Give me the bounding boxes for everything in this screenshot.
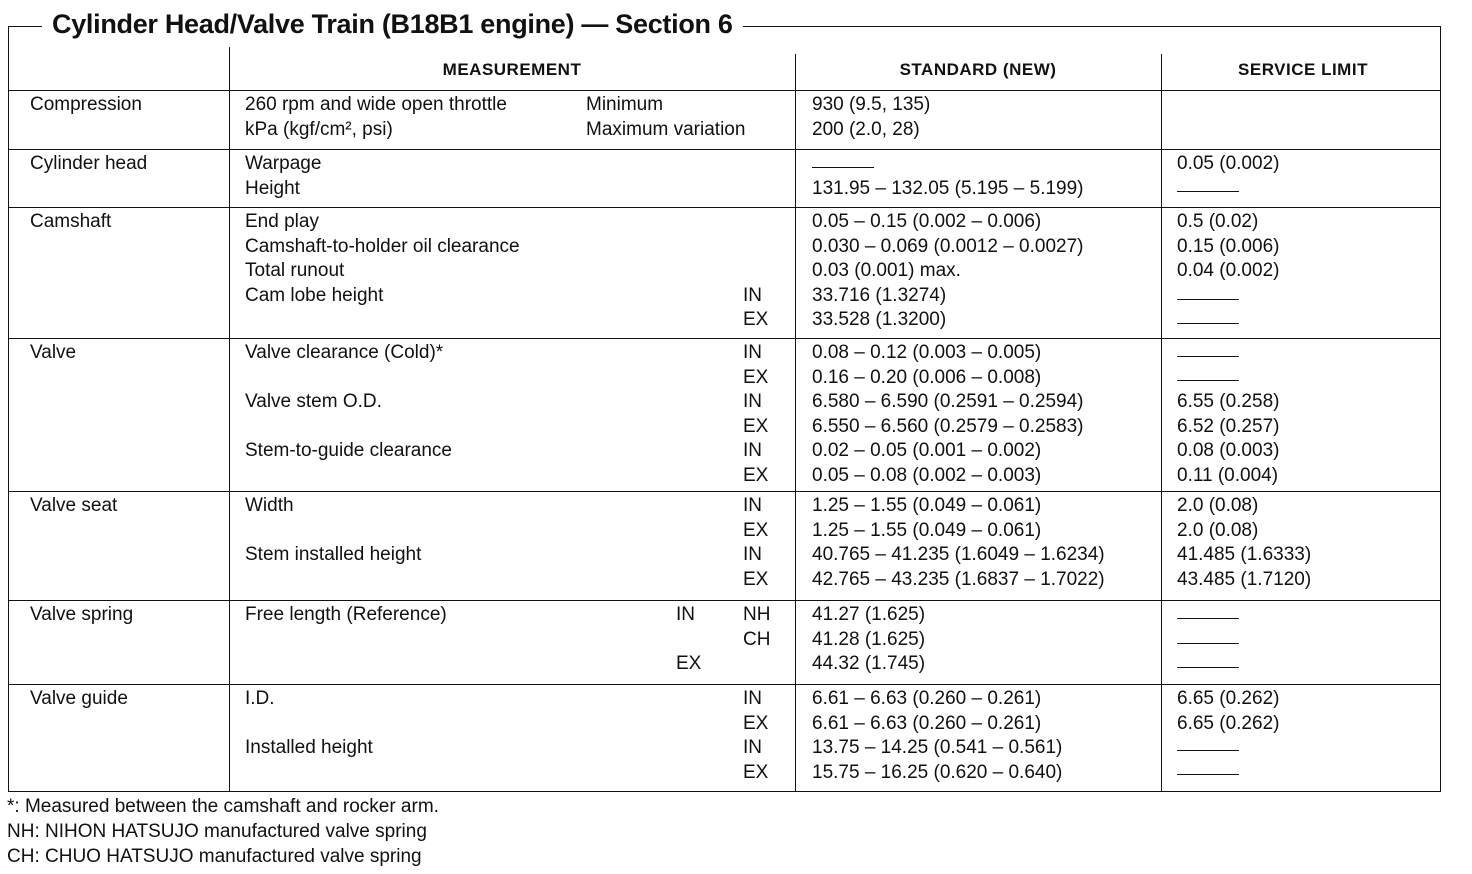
- column-divider: [795, 54, 796, 792]
- column-divider: [229, 47, 230, 792]
- column-divider: [1161, 150, 1162, 792]
- port-label: IN: [743, 688, 762, 709]
- standard-value: 0.08 – 0.12 (0.003 – 0.005): [812, 342, 1042, 363]
- measurement-qualifier: Maximum variation: [586, 118, 746, 140]
- port-label: EX: [743, 712, 769, 734]
- empty-value-dash: [1177, 750, 1239, 751]
- row-divider: [8, 600, 1441, 601]
- measurement-item: Total runout: [245, 260, 345, 282]
- row-divider: [8, 491, 1441, 492]
- service-limit-value: 0.15 (0.006): [1177, 235, 1280, 257]
- standard-value: 0.05 – 0.15 (0.002 – 0.006): [812, 211, 1042, 232]
- service-limit-value: 41.485 (1.6333): [1177, 544, 1312, 566]
- standard-value: 0.05 – 0.08 (0.002 – 0.003): [812, 465, 1042, 486]
- service-limit-value: 0.5 (0.02): [1177, 211, 1259, 232]
- service-limit-value: 0.05 (0.002): [1177, 153, 1280, 174]
- footnote-nh: NH: NIHON HATSUJO manufactured valve spring: [7, 821, 427, 842]
- standard-value: 6.550 – 6.560 (0.2579 – 0.2583): [812, 415, 1084, 437]
- footnote-ch: CH: CHUO HATSUJO manufactured valve spring: [7, 846, 422, 867]
- port-label: IN: [743, 342, 762, 363]
- row-category: Compression: [30, 94, 142, 115]
- standard-value: 40.765 – 41.235 (1.6049 – 1.6234): [812, 544, 1105, 566]
- measurement-item: Warpage: [245, 153, 322, 174]
- row-divider: [8, 149, 1441, 150]
- standard-value: 0.16 – 0.20 (0.006 – 0.008): [812, 366, 1042, 388]
- measurement-item: Width: [245, 495, 294, 516]
- row-category: Valve seat: [30, 495, 118, 516]
- valve-type-label: EX: [676, 653, 702, 675]
- row-divider: [8, 684, 1441, 685]
- port-label: EX: [743, 309, 769, 331]
- empty-value-dash: [1177, 323, 1239, 324]
- measurement-item: Stem-to-guide clearance: [245, 440, 452, 462]
- standard-value: 0.02 – 0.05 (0.001 – 0.002): [812, 440, 1042, 462]
- row-divider: [8, 338, 1441, 339]
- measurement-item: 260 rpm and wide open throttle: [245, 94, 507, 115]
- standard-value: 6.61 – 6.63 (0.260 – 0.261): [812, 688, 1042, 709]
- service-limit-value: 43.485 (1.7120): [1177, 568, 1312, 590]
- port-label: IN: [743, 495, 762, 516]
- measurement-item: I.D.: [245, 688, 275, 709]
- standard-value: 131.95 – 132.05 (5.195 – 5.199): [812, 177, 1084, 199]
- empty-value-dash: [812, 167, 874, 168]
- footnote-asterisk: *: Measured between the camshaft and rocker arm.: [7, 796, 439, 817]
- service-limit-value: 6.65 (0.262): [1177, 688, 1280, 709]
- row-category: Valve spring: [30, 604, 134, 625]
- header-service-limit: SERVICE LIMIT: [1238, 60, 1368, 79]
- column-divider: [1161, 54, 1162, 150]
- standard-value: 6.580 – 6.590 (0.2591 – 0.2594): [812, 391, 1084, 413]
- standard-value: 1.25 – 1.55 (0.049 – 0.061): [812, 495, 1042, 516]
- standard-value: 42.765 – 43.235 (1.6837 – 1.7022): [812, 568, 1105, 590]
- standard-value: 0.030 – 0.069 (0.0012 – 0.0027): [812, 235, 1084, 257]
- port-label: CH: [743, 628, 771, 650]
- port-label: EX: [743, 568, 769, 590]
- empty-value-dash: [1177, 380, 1239, 381]
- measurement-item: Cam lobe height: [245, 284, 384, 306]
- standard-value: 200 (2.0, 28): [812, 118, 920, 140]
- row-category: Valve: [30, 342, 77, 363]
- header-measurement: MEASUREMENT: [442, 60, 582, 79]
- standard-value: 33.528 (1.3200): [812, 309, 947, 331]
- standard-value: 41.28 (1.625): [812, 628, 926, 650]
- port-label: EX: [743, 519, 769, 541]
- row-category: Valve guide: [30, 688, 128, 709]
- service-limit-value: 6.55 (0.258): [1177, 391, 1280, 413]
- empty-value-dash: [1177, 191, 1239, 192]
- service-limit-value: 6.52 (0.257): [1177, 415, 1280, 437]
- measurement-item: Stem installed height: [245, 544, 422, 566]
- measurement-item: End play: [245, 211, 319, 232]
- port-label: EX: [743, 761, 769, 783]
- measurement-item: Free length (Reference): [245, 604, 447, 625]
- empty-value-dash: [1177, 643, 1239, 644]
- port-label: NH: [743, 604, 771, 625]
- empty-value-dash: [1177, 299, 1239, 300]
- row-category: Cylinder head: [30, 153, 148, 174]
- standard-value: 15.75 – 16.25 (0.620 – 0.640): [812, 761, 1063, 783]
- standard-value: 13.75 – 14.25 (0.541 – 0.561): [812, 737, 1063, 759]
- standard-value: 1.25 – 1.55 (0.049 – 0.061): [812, 519, 1042, 541]
- standard-value: 6.61 – 6.63 (0.260 – 0.261): [812, 712, 1042, 734]
- standard-value: 41.27 (1.625): [812, 604, 926, 625]
- port-label: EX: [743, 415, 769, 437]
- measurement-item: Valve clearance (Cold)*: [245, 342, 444, 363]
- service-limit-value: 2.0 (0.08): [1177, 495, 1259, 516]
- port-label: IN: [743, 440, 762, 462]
- service-limit-value: 6.65 (0.262): [1177, 712, 1280, 734]
- measurement-item: Valve stem O.D.: [245, 391, 382, 413]
- port-label: EX: [743, 366, 769, 388]
- page-title: Cylinder Head/Valve Train (B18B1 engine) — Section 6: [42, 8, 743, 40]
- measurement-item: Installed height: [245, 737, 373, 759]
- header-divider: [8, 90, 1441, 91]
- empty-value-dash: [1177, 618, 1239, 619]
- measurement-qualifier: Minimum: [586, 94, 664, 115]
- standard-value: 930 (9.5, 135): [812, 94, 931, 115]
- service-limit-value: 0.04 (0.002): [1177, 260, 1280, 282]
- port-label: IN: [743, 391, 762, 413]
- empty-value-dash: [1177, 774, 1239, 775]
- measurement-item: kPa (kgf/cm², psi): [245, 118, 393, 140]
- standard-value: 33.716 (1.3274): [812, 284, 947, 306]
- service-limit-value: 0.11 (0.004): [1177, 465, 1279, 486]
- measurement-item: Height: [245, 177, 300, 199]
- service-limit-value: 0.08 (0.003): [1177, 440, 1280, 462]
- service-limit-value: 2.0 (0.08): [1177, 519, 1259, 541]
- measurement-item: Camshaft-to-holder oil clearance: [245, 235, 520, 257]
- row-divider: [8, 207, 1441, 208]
- port-label: IN: [743, 737, 762, 759]
- empty-value-dash: [1177, 667, 1239, 668]
- standard-value: 44.32 (1.745): [812, 653, 926, 675]
- port-label: IN: [743, 544, 762, 566]
- row-category: Camshaft: [30, 211, 112, 232]
- standard-value: 0.03 (0.001) max.: [812, 260, 961, 282]
- valve-type-label: IN: [676, 604, 695, 625]
- empty-value-dash: [1177, 356, 1239, 357]
- header-standard: STANDARD (NEW): [899, 60, 1057, 79]
- port-label: EX: [743, 465, 769, 486]
- port-label: IN: [743, 284, 762, 306]
